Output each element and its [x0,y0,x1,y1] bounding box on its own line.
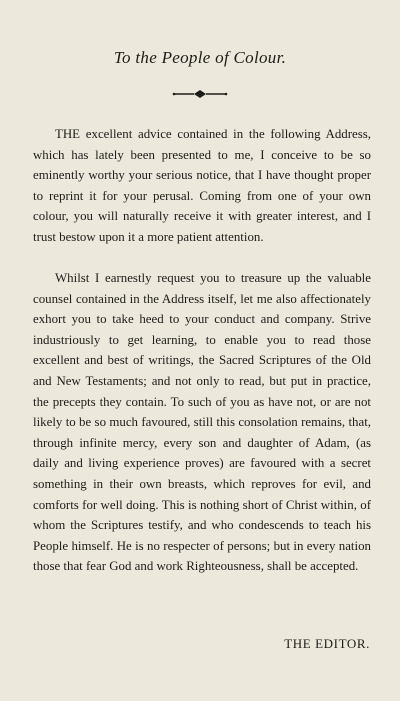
flourish-ornament-icon [172,88,228,100]
page-title: To the People of Colour. [113,48,287,67]
editor-signature: THE EDITOR. [284,636,370,651]
intro-paragraph: THE excellent advice contained in the following Address, which has lately been presented to me, I conceive to be so eminently worthy your serious notice, that I have thought proper to reprint it for your perusal. Coming from one of your own colour, you will naturally receive it with greater interest, and I trust bestow upon it a more patient attention. [33,127,371,244]
exhortation-paragraph: Whilst I earnestly request you to treasure up the valuable counsel contained in the Address itself, let me also affectionately exhort you to take heed to your conduct and company. Strive industriously to get learning, to enable you to read those excellent and best of writings, the Sacred Scriptures of the Old and New Testaments; and not only to read, but put in practice, the precepts they contain. To such of you as have not, or are not likely to be so much favoured, still this consolation remains, that, through infinite mercy, every son and daughter of Adam, (as daily and living experience proves) are favoured with a secret something in their own breasts, which reproves for evil, and comforts for well doing. This is nothing short of Christ within, of whom the Scriptures testify, and who condescends to teach his People himself. He is no respecter of persons; but in every nation those that fear God and work Righteousness, shall be accepted. [33,271,371,574]
